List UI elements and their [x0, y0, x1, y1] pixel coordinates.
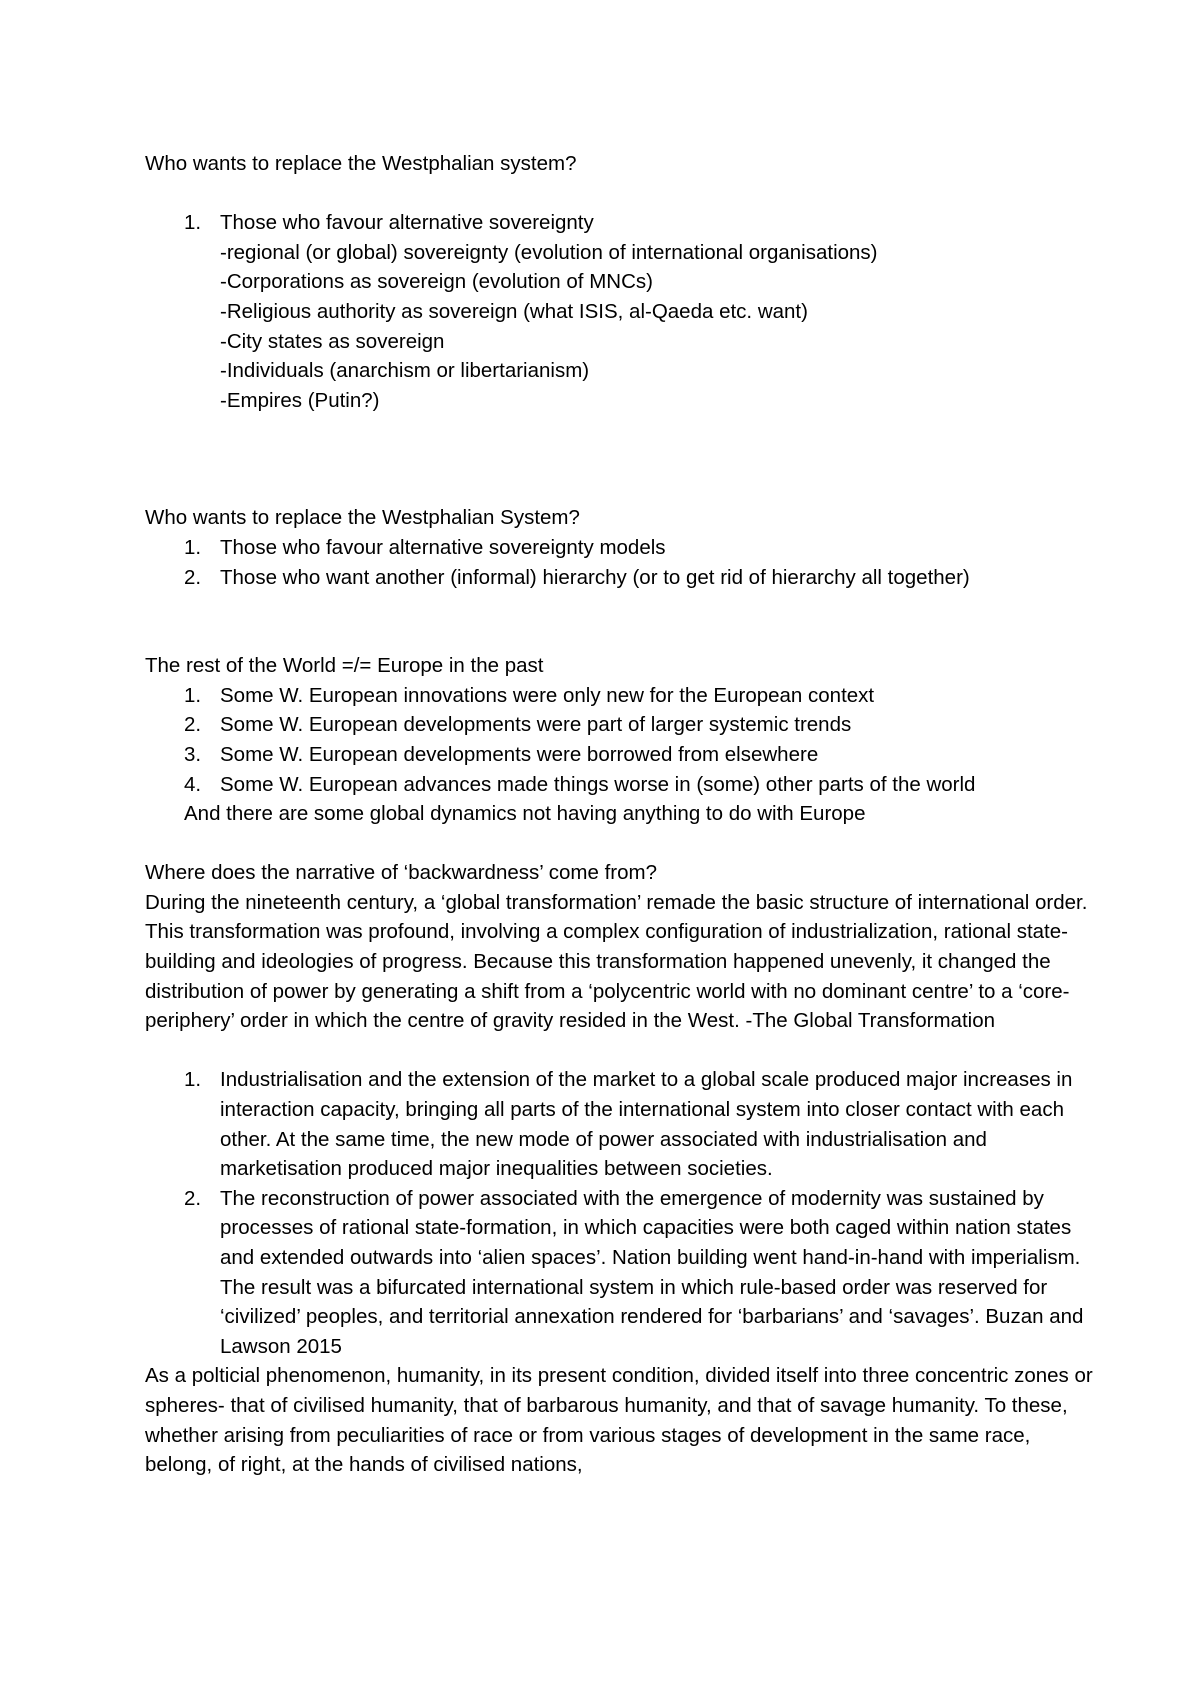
sub-item: -Individuals (anarchism or libertarianism) — [220, 359, 590, 383]
list-text: Some W. European developments were part of larger systemic trends — [220, 713, 852, 737]
section2-list — [145, 533, 1095, 592]
sub-item: -City states as sovereign — [220, 329, 445, 353]
sub-item: -regional (or global) sovereignty (evolution of international organisations) — [220, 240, 878, 264]
section1-list — [145, 208, 1095, 238]
section4-closing-paragraph: As a polticial phenomenon, humanity, in its present condition, divided itself into three concentric zones or spheres- that of civilised humanity, that of barbarous humanity, and that of savage humanity. To these, whether arising from peculiarities of race or from various stages of development in the same race, belong, of right, at the hands of civilised nations, — [145, 1364, 1093, 1477]
list-item — [145, 563, 1095, 593]
section4-paragraph: During the nineteenth century, a ‘global transformation’ remade the basic structure of international order. This transformation was profound, involving a complex configuration of industrialization, rational state-building and ideologies of progress. Because this transformation happened unevenly, it changed the distribution of power by generating a shift from a ‘polycentric world with no dominant centre’ to a ‘core-periphery’ order in which the centre of gravity resided in the West. -The Global Transformation — [145, 890, 1088, 1033]
list-item — [145, 710, 1095, 740]
section3-heading: The rest of the World =/= Europe in the past — [145, 654, 544, 678]
section1-heading: Who wants to replace the Westphalian system? — [145, 152, 577, 175]
list-text: Industrialisation and the extension of the market to a global scale produced major increases in interaction capacity, bringing all parts of the international system into closer contact with each other. At the same time, the new mode of power associated with industrialisation and marketisation produced major inequalities between societies. — [220, 1068, 1073, 1181]
section4-heading: Where does the narrative of ‘backwardness’ come from? — [145, 861, 657, 885]
sub-item: -Religious authority as sovereign (what ISIS, al-Qaeda etc. want) — [220, 299, 808, 323]
section2-heading: Who wants to replace the Westphalian System? — [145, 506, 580, 530]
document-page — [145, 149, 1095, 1480]
sub-item: -Empires (Putin?) — [220, 388, 380, 412]
list-number: 1. — [184, 683, 202, 707]
list-number: 4. — [184, 772, 202, 796]
section3-list — [145, 681, 1095, 799]
list-text: Some W. European innovations were only new for the European context — [220, 683, 875, 707]
list-text: Those who want another (informal) hierarchy (or to get rid of hierarchy all together) — [220, 565, 970, 589]
list-item — [145, 770, 1095, 800]
list-number: 1. — [184, 211, 202, 235]
list-number: 2. — [184, 565, 202, 589]
list-item — [145, 1184, 1095, 1362]
list-number: 1. — [184, 1068, 202, 1092]
sub-item: -Corporations as sovereign (evolution of MNCs) — [220, 270, 653, 294]
list-text: Those who favour alternative sovereignty models — [220, 535, 666, 559]
list-text: Those who favour alternative sovereignty — [220, 211, 594, 235]
list-text: The reconstruction of power associated with the emergence of modernity was sustained by processes of rational state-formation, in which capacities were both caged within nation states and extended outwards into ‘alien spaces’. Nation building went hand-in-hand with imperialism. The result was a bifurcated international system in which rule-based order was reserved for ‘civilized’ peoples, and territorial annexation rendered for ‘barbarians’ and ‘savages’. Buzan and Lawson 2015 — [220, 1186, 1084, 1358]
list-item — [145, 533, 1095, 563]
list-item — [145, 740, 1095, 770]
section4-list — [145, 1065, 1095, 1361]
list-item — [145, 1065, 1095, 1183]
list-text: Some W. European advances made things worse in (some) other parts of the world — [220, 772, 976, 796]
list-number: 2. — [184, 713, 202, 737]
list-item — [145, 681, 1095, 711]
list-item — [145, 208, 1095, 238]
list-number: 1. — [184, 535, 202, 559]
list-text: Some W. European developments were borrowed from elsewhere — [220, 742, 819, 766]
list-number: 2. — [184, 1186, 202, 1210]
list-number: 3. — [184, 742, 202, 766]
section3-trailing-text: And there are some global dynamics not having anything to do with Europe — [184, 802, 866, 826]
